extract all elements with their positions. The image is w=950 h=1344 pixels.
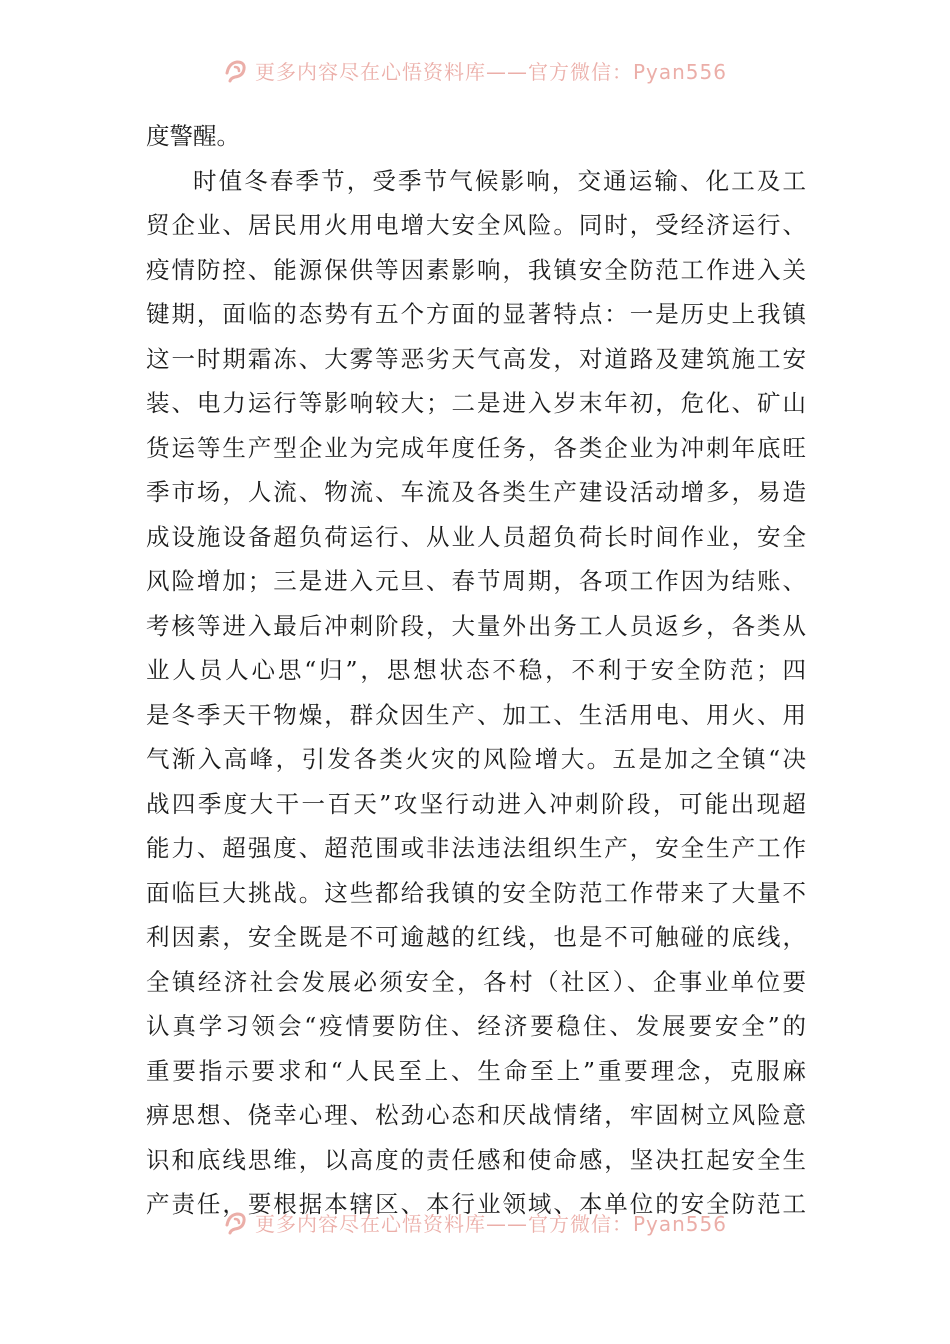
text-line: 贸企业、居民用火用电增大安全风险。同时，受经济运行、 bbox=[146, 211, 806, 239]
text-line: 识和底线思维，以高度的责任感和使命感，坚决扛起安全生 bbox=[146, 1145, 806, 1174]
text-line: 度警醒。 bbox=[146, 122, 240, 150]
text-line: 风险增加；三是进入元旦、春节周期，各项工作因为结账、 bbox=[146, 567, 806, 595]
text-line: 战四季度大干一百天”攻坚行动进入冲刺阶段，可能出现超 bbox=[146, 789, 806, 818]
text-line: 产责任，要根据本辖区、本行业领域、本单位的安全防范工 bbox=[146, 1190, 806, 1218]
text-line: 气渐入高峰，引发各类火灾的风险增大。五是加之全镇“决 bbox=[146, 745, 806, 773]
text-line: 是冬季天干物燥，群众因生产、加工、生活用电、用火、用 bbox=[146, 700, 806, 729]
text-line: 利因素，安全既是不可逾越的红线，也是不可触碰的底线， bbox=[146, 923, 806, 951]
text-line: 键期，面临的态势有五个方面的显著特点：一是历史上我镇 bbox=[146, 300, 806, 328]
text-line: 能力、超强度、超范围或非法违法组织生产，安全生产工作 bbox=[146, 834, 806, 862]
text-line: 考核等进入最后冲刺阶段，大量外出务工人员返乡，各类从 bbox=[146, 611, 806, 640]
text-line: 成设施设备超负荷运行、从业人员超负荷长时间作业，安全 bbox=[146, 522, 806, 551]
text-line: 这一时期霜冻、大雾等恶劣天气高发，对道路及建筑施工安 bbox=[146, 344, 806, 373]
text-line: 疫情防控、能源保供等因素影响，我镇安全防范工作进入关 bbox=[146, 255, 806, 284]
text-line: 痹思想、侥幸心理、松劲心态和厌战情绪，牢固树立风险意 bbox=[146, 1101, 806, 1129]
text-line: 装、电力运行等影响较大；二是进入岁末年初，危化、矿山 bbox=[146, 389, 806, 417]
watermark-header bbox=[0, 50, 950, 90]
text-line: 货运等生产型企业为完成年度任务，各类企业为冲刺年底旺 bbox=[146, 433, 806, 462]
watermark-text: 更多内容尽在心悟资料库——官方微信：Pyan556 bbox=[254, 1211, 727, 1236]
text-line: 全镇经济社会发展必须安全，各村（社区）、企事业单位要 bbox=[146, 967, 806, 996]
document-body bbox=[146, 114, 806, 1227]
text-line: 季市场，人流、物流、车流及各类生产建设活动增多，易造 bbox=[146, 478, 806, 506]
watermark-footer bbox=[0, 1202, 950, 1242]
watermark-logo-icon bbox=[223, 57, 249, 83]
watermark-logo-icon bbox=[223, 1209, 249, 1235]
watermark-text: 更多内容尽在心悟资料库——官方微信：Pyan556 bbox=[254, 59, 727, 84]
text-line: 时值冬春季节，受季节气候影响，交通运输、化工及工 bbox=[193, 166, 806, 195]
text-line: 业人员人心思“归”，思想状态不稳，不利于安全防范；四 bbox=[146, 656, 806, 684]
text-line: 面临巨大挑战。这些都给我镇的安全防范工作带来了大量不 bbox=[146, 878, 806, 907]
text-line: 认真学习领会“疫情要防住、经济要稳住、发展要安全”的 bbox=[146, 1012, 806, 1040]
text-line: 重要指示要求和“人民至上、生命至上”重要理念，克服麻 bbox=[146, 1056, 806, 1085]
